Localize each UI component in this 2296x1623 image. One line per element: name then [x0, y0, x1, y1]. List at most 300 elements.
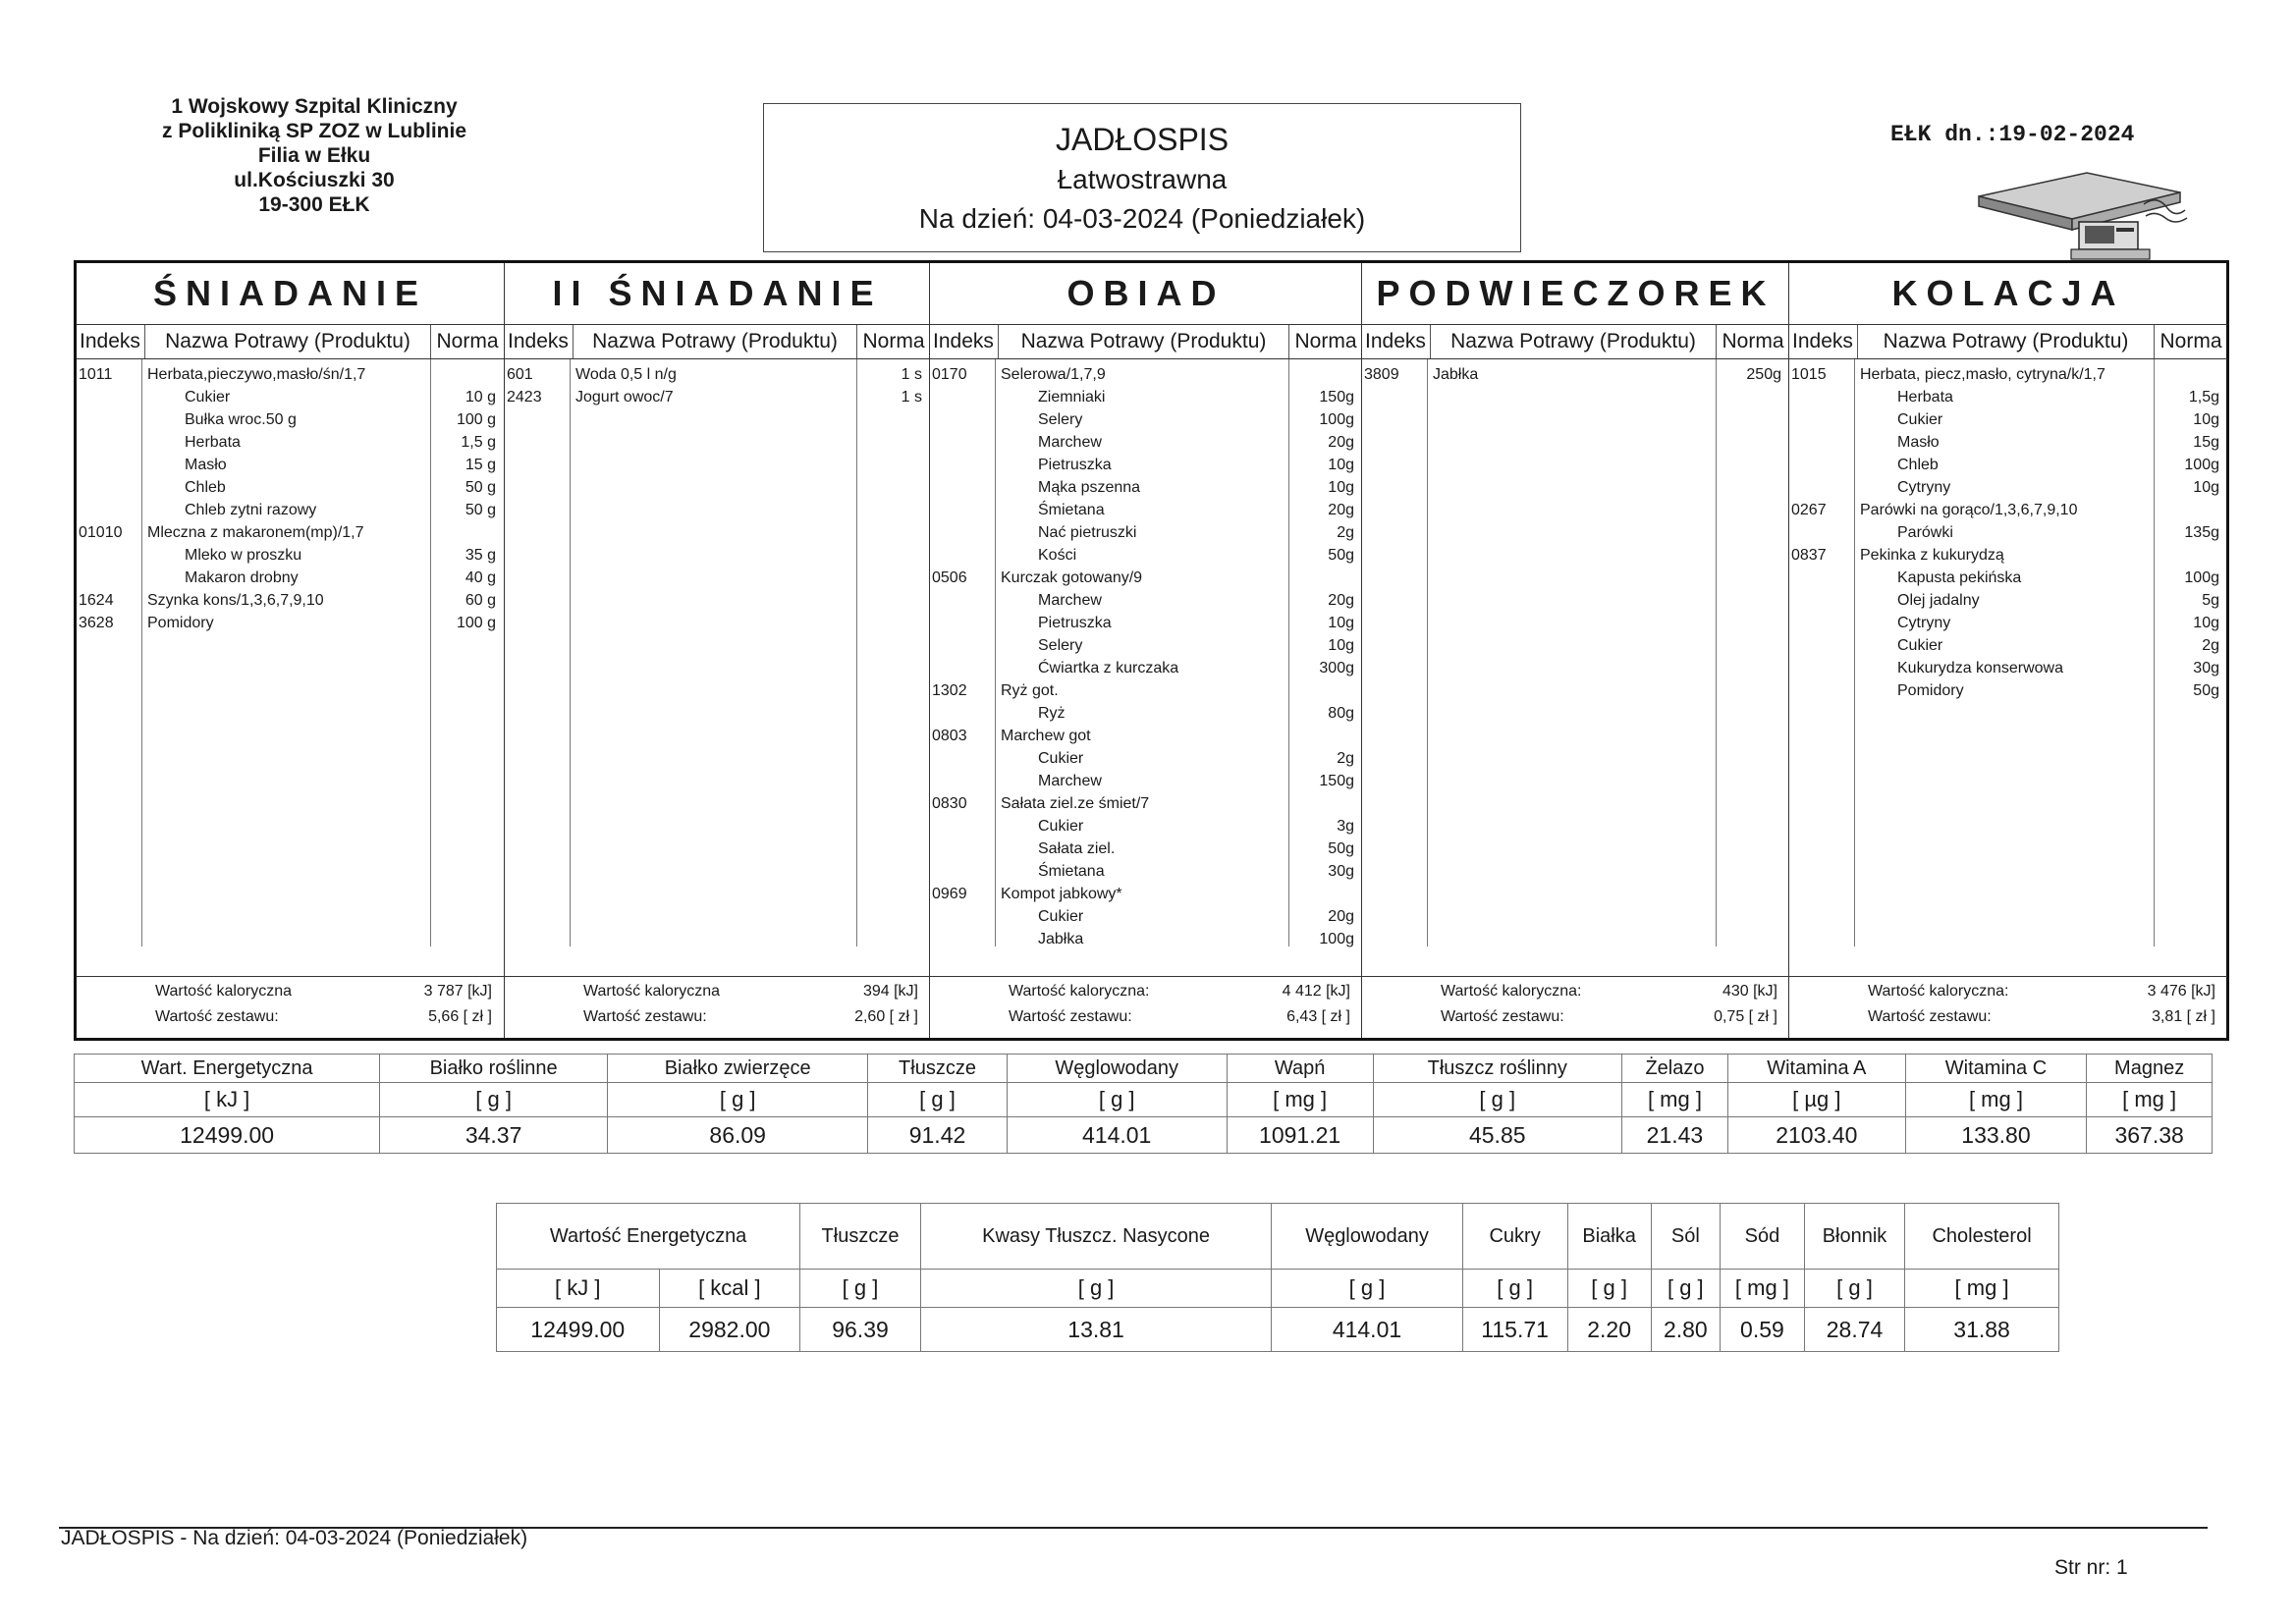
kcal-label: Wartość kaloryczna: [1868, 983, 2009, 1000]
norm-header: Norma [1294, 330, 1357, 352]
dish-row [505, 386, 930, 409]
row-norm: 15g [2193, 434, 2219, 451]
ingredient-row [930, 386, 1362, 409]
nutrition-header-row [497, 1204, 2059, 1270]
dish-row [77, 589, 504, 613]
row-norm: 50g [2193, 682, 2219, 699]
row-name: Kapusta pekińska [1897, 569, 2022, 586]
name-header: Nazwa Potrawy (Produktu) [1431, 325, 1717, 358]
row-name: Ryż [1038, 705, 1066, 722]
row-name: Marchew [1038, 592, 1102, 609]
ingredient-row [930, 860, 1362, 884]
institution-line-4: ul.Kościuszki 30 [234, 169, 395, 191]
dish-row [930, 363, 1362, 387]
kcal-label: Wartość kaloryczna [155, 983, 292, 1000]
row-name: Herbata,pieczywo,masło/śn/1,7 [147, 366, 366, 383]
row-norm: 15 g [465, 457, 496, 473]
row-name: Kości [1038, 547, 1077, 564]
ingredient-row [77, 499, 504, 522]
nutrient-unit: [ g ] [1373, 1083, 1621, 1117]
column-header-row [77, 325, 504, 359]
nutrition-summary-table [74, 1054, 2213, 1154]
name-header: Nazwa Potrawy (Produktu) [1858, 325, 2155, 358]
nutrient-unit: [ g ] [380, 1083, 608, 1117]
nutrition-value-row [497, 1308, 2059, 1352]
nutrient-header: Kwasy Tłuszcz. Nasycone [920, 1204, 1272, 1270]
dish-row [1789, 499, 2227, 522]
ingredient-row [930, 634, 1362, 658]
ingredient-row [1789, 386, 2227, 409]
row-name: Pietruszka [1038, 457, 1112, 473]
row-name: Jabłka [1038, 931, 1084, 947]
row-norm: 50 g [465, 502, 496, 518]
cost-value: 5,66 [ zł ] [428, 1008, 492, 1025]
ingredient-row [1789, 589, 2227, 613]
norm-header: Norma [436, 330, 499, 352]
cost-value: 0,75 [ zł ] [1714, 1008, 1777, 1025]
index-header: Indeks [930, 325, 999, 358]
dish-row [77, 521, 504, 545]
meal-rows [1789, 359, 2227, 947]
ingredient-row [930, 612, 1362, 635]
nutrient-header: Magnez [2087, 1055, 2213, 1083]
row-norm: 100g [1319, 931, 1354, 947]
diet-name: Łatwostrawna [1057, 164, 1228, 194]
nutrient-header: Wart. Energetyczna [75, 1055, 380, 1083]
row-index: 3628 [79, 615, 114, 631]
page-number: Str nr: 1 [2054, 1556, 2128, 1579]
nutrient-value: 96.39 [800, 1308, 921, 1352]
nutrient-value: 34.37 [380, 1117, 608, 1154]
row-norm: 150g [1319, 389, 1354, 406]
ingredient-row [930, 770, 1362, 793]
nutrient-unit: [ g ] [1651, 1270, 1720, 1308]
row-norm: 20g [1328, 502, 1354, 518]
ingredient-row [930, 521, 1362, 545]
row-norm: 1 s [901, 389, 922, 406]
nutrient-header: Witamina A [1727, 1055, 1905, 1083]
meal-table [74, 260, 2229, 1041]
row-name: Szynka kons/1,3,6,7,9,10 [147, 592, 324, 609]
nutrient-value: 28.74 [1804, 1308, 1904, 1352]
ingredient-row [1789, 408, 2227, 432]
row-name: Pietruszka [1038, 615, 1112, 631]
row-index: 1302 [932, 682, 967, 699]
row-norm: 300g [1319, 660, 1354, 676]
row-name: Marchew got [1001, 728, 1091, 744]
row-norm: 20g [1328, 434, 1354, 451]
nutrient-unit: [ mg ] [1720, 1270, 1804, 1308]
nutrient-value: 21.43 [1621, 1117, 1727, 1154]
row-index: 0830 [932, 795, 967, 812]
meal-summary [1362, 976, 1789, 1038]
dish-row [930, 725, 1362, 748]
nutrient-value: 12499.00 [75, 1117, 380, 1154]
row-name: Selery [1038, 411, 1083, 428]
meal-summary [930, 976, 1362, 1038]
nutrient-value: 2.80 [1651, 1308, 1720, 1352]
row-norm: 50g [1328, 840, 1354, 857]
row-name: Kurczak gotowany/9 [1001, 569, 1143, 586]
nutrient-value: 91.42 [868, 1117, 1007, 1154]
ingredient-row [1789, 657, 2227, 680]
index-header: Indeks [1789, 325, 1858, 358]
row-norm: 10g [1328, 479, 1354, 496]
computer-book-icon [1969, 165, 2195, 263]
cost-value: 6,43 [ zł ] [1286, 1008, 1350, 1025]
meal-rows [505, 359, 930, 947]
title-box [763, 103, 1521, 252]
row-norm: 2g [2202, 637, 2219, 654]
row-name: Mleko w proszku [185, 547, 302, 564]
row-name: Olej jadalny [1897, 592, 1980, 609]
ingredient-row [1789, 567, 2227, 590]
row-norm: 40 g [465, 569, 496, 586]
row-name: Pekinka z kukurydzą [1860, 547, 2004, 564]
meal-column-ii-sniadanie [504, 263, 930, 1038]
row-name: Marchew [1038, 434, 1102, 451]
meal-rows [1362, 359, 1789, 947]
nutrition-unit-row [497, 1270, 2059, 1308]
kcal-value: 3 787 [kJ] [423, 983, 492, 1000]
dish-row [930, 679, 1362, 703]
index-header: Indeks [505, 325, 574, 358]
row-name: Parówki [1897, 524, 1953, 541]
row-name: Pomidory [147, 615, 214, 631]
ingredient-row [930, 589, 1362, 613]
row-norm: 1,5 g [461, 434, 496, 451]
nutrient-unit: [ µg ] [1727, 1083, 1905, 1117]
nutrient-unit: [ g ] [1272, 1270, 1462, 1308]
ingredient-row [930, 905, 1362, 929]
ingredient-row [930, 408, 1362, 432]
row-name: Jogurt owoc/7 [575, 389, 674, 406]
norm-header: Norma [2159, 330, 2222, 352]
nutrient-header: Wapń [1227, 1055, 1373, 1083]
row-norm: 250g [1746, 366, 1781, 383]
row-name: Chleb [185, 479, 226, 496]
nutrient-value: 367.38 [2087, 1117, 2213, 1154]
row-norm: 100 g [456, 615, 496, 631]
ingredient-row [1789, 679, 2227, 703]
row-index: 0267 [1791, 502, 1827, 518]
nutrient-value: 12499.00 [497, 1308, 660, 1352]
row-norm: 10g [1328, 457, 1354, 473]
index-header: Indeks [77, 325, 145, 358]
nutrition-value-row [75, 1117, 2213, 1154]
ingredient-row [930, 702, 1362, 726]
ingredient-row [77, 408, 504, 432]
cost-label: Wartość zestawu: [1009, 1008, 1132, 1025]
meal-summary [1789, 976, 2227, 1038]
ingredient-row [930, 928, 1362, 951]
name-header: Nazwa Potrawy (Produktu) [999, 325, 1289, 358]
row-name: Herbata [185, 434, 241, 451]
row-name: Cukier [1038, 750, 1084, 767]
ingredient-row [1789, 612, 2227, 635]
row-name: Cukier [1897, 637, 1943, 654]
dish-row [1789, 363, 2227, 387]
row-name: Chleb zytni razowy [185, 502, 317, 518]
dish-row [77, 612, 504, 635]
nutrient-unit: [ mg ] [1905, 1270, 2059, 1308]
norm-header: Norma [1722, 330, 1784, 352]
ingredient-row [77, 386, 504, 409]
nutrient-value: 414.01 [1007, 1117, 1227, 1154]
row-name: Cukier [1038, 908, 1084, 925]
ingredient-row [930, 838, 1362, 861]
ingredient-row [1789, 634, 2227, 658]
nutrient-header: Białka [1567, 1204, 1651, 1270]
meal-column-obiad [929, 263, 1362, 1038]
row-name: Marchew [1038, 773, 1102, 789]
ingredient-row [1789, 521, 2227, 545]
row-norm: 100g [1319, 411, 1354, 428]
row-name: Masło [1897, 434, 1940, 451]
row-name: Jabłka [1433, 366, 1479, 383]
nutrient-value: 2.20 [1567, 1308, 1651, 1352]
meal-column-sniadanie [77, 263, 504, 1038]
nutrient-value: 86.09 [608, 1117, 868, 1154]
nutrient-header: Błonnik [1804, 1204, 1904, 1270]
nutrient-header: Witamina C [1905, 1055, 2087, 1083]
document-title: JADŁOSPIS [1055, 122, 1230, 157]
row-norm: 30g [1328, 863, 1354, 880]
nutrient-unit: [ kJ ] [75, 1083, 380, 1117]
nutrient-unit: [ g ] [868, 1083, 1007, 1117]
dish-row [1789, 544, 2227, 568]
row-norm: 2g [1337, 524, 1354, 541]
meal-summary [77, 976, 504, 1038]
cost-label: Wartość zestawu: [155, 1008, 279, 1025]
footer-text: JADŁOSPIS - Na dzień: 04-03-2024 (Poniedziałek) [61, 1527, 528, 1549]
ingredient-row [930, 499, 1362, 522]
row-norm: 80g [1328, 705, 1354, 722]
nutrient-unit: [ g ] [1007, 1083, 1227, 1117]
nutrient-header: Żelazo [1621, 1055, 1727, 1083]
row-name: Cukier [1038, 818, 1084, 835]
kcal-value: 3 476 [kJ] [2147, 983, 2215, 1000]
issue-date: EŁK dn.:19-02-2024 [1890, 122, 2135, 147]
cost-label: Wartość zestawu: [583, 1008, 707, 1025]
row-norm: 10 g [465, 389, 496, 406]
row-norm: 135g [2184, 524, 2219, 541]
row-name: Kompot jabkowy* [1001, 886, 1122, 902]
nutrient-value: 13.81 [920, 1308, 1272, 1352]
row-index: 0506 [932, 569, 967, 586]
row-name: Ćwiartka z kurczaka [1038, 660, 1179, 676]
nutrient-value: 133.80 [1905, 1117, 2087, 1154]
nutrient-header: Cholesterol [1905, 1204, 2059, 1270]
row-name: Pomidory [1897, 682, 1964, 699]
row-norm: 60 g [465, 592, 496, 609]
kcal-value: 4 412 [kJ] [1282, 983, 1350, 1000]
institution-line-2: z Polikliniką SP ZOZ w Lublinie [162, 120, 466, 142]
row-name: Sałata ziel. [1038, 840, 1116, 857]
row-index: 0170 [932, 366, 967, 383]
nutrient-unit: [ mg ] [2087, 1083, 2213, 1117]
ingredient-row [930, 747, 1362, 771]
row-name: Ziemniaki [1038, 389, 1106, 406]
institution-block [118, 94, 511, 217]
nutrient-unit: [ g ] [608, 1083, 868, 1117]
index-header: Indeks [1362, 325, 1431, 358]
nutrient-header: Cukry [1462, 1204, 1567, 1270]
row-norm: 100 g [456, 411, 496, 428]
row-index: 1011 [79, 366, 113, 383]
kcal-label: Wartość kaloryczna: [1009, 983, 1150, 1000]
row-norm: 30g [2193, 660, 2219, 676]
row-name: Śmietana [1038, 502, 1105, 518]
cost-value: 2,60 [ zł ] [854, 1008, 918, 1025]
row-norm: 20g [1328, 592, 1354, 609]
row-name: Cytryny [1897, 615, 1951, 631]
row-name: Selerowa/1,7,9 [1001, 366, 1106, 383]
norm-header: Norma [862, 330, 925, 352]
nutrient-value: 45.85 [1373, 1117, 1621, 1154]
ingredient-row [77, 544, 504, 568]
row-index: 01010 [79, 524, 123, 541]
row-name: Kukurydza konserwowa [1897, 660, 2063, 676]
name-header: Nazwa Potrawy (Produktu) [574, 325, 857, 358]
nutrient-value: 2103.40 [1727, 1117, 1905, 1154]
row-name: Nać pietruszki [1038, 524, 1137, 541]
row-name: Herbata, piecz,masło, cytryna/k/1,7 [1860, 366, 2105, 383]
nutrient-value: 115.71 [1462, 1308, 1567, 1352]
ingredient-row [930, 657, 1362, 680]
meal-column-kolacja [1788, 263, 2227, 1038]
row-index: 0969 [932, 886, 967, 902]
meal-title: KOLACJA [1789, 263, 2227, 325]
row-norm: 10g [2193, 479, 2219, 496]
column-header-row [1362, 325, 1789, 359]
nutrient-unit: [ g ] [920, 1270, 1272, 1308]
row-name: Makaron drobny [185, 569, 299, 586]
meal-title: II ŚNIADANIE [505, 263, 930, 325]
nutrient-unit: [ g ] [1462, 1270, 1567, 1308]
meal-rows [930, 359, 1362, 947]
row-name: Sałata ziel.ze śmiet/7 [1001, 795, 1150, 812]
row-name: Śmietana [1038, 863, 1105, 880]
meal-title: OBIAD [930, 263, 1362, 325]
row-name: Parówki na gorąco/1,3,6,7,9,10 [1860, 502, 2078, 518]
dish-row [930, 792, 1362, 816]
nutrient-unit: [ g ] [800, 1270, 921, 1308]
kcal-label: Wartość kaloryczna: [1441, 983, 1582, 1000]
row-index: 0837 [1791, 547, 1827, 564]
nutrient-value: 0.59 [1720, 1308, 1804, 1352]
row-name: Woda 0,5 l n/g [575, 366, 677, 383]
row-norm: 100g [2184, 457, 2219, 473]
nutrient-value: 414.01 [1272, 1308, 1462, 1352]
row-norm: 10g [1328, 615, 1354, 631]
kcal-value: 430 [kJ] [1722, 983, 1777, 1000]
ingredient-row [930, 815, 1362, 839]
row-index: 2423 [507, 389, 542, 406]
column-header-row [930, 325, 1362, 359]
row-index: 3809 [1364, 366, 1399, 383]
dish-row [1362, 363, 1789, 387]
nutrient-header: Tłuszcze [868, 1055, 1007, 1083]
dish-row [930, 567, 1362, 590]
column-header-row [505, 325, 930, 359]
nutrient-unit: [ kJ ] [497, 1270, 660, 1308]
nutrient-header: Węglowodany [1007, 1055, 1227, 1083]
ingredient-row [1789, 431, 2227, 455]
cost-value: 3,81 [ zł ] [2152, 1008, 2215, 1025]
ingredient-row [930, 431, 1362, 455]
row-name: Cytryny [1897, 479, 1951, 496]
nutrient-unit: [ mg ] [1621, 1083, 1727, 1117]
nutrient-unit: [ kcal ] [659, 1270, 800, 1308]
dish-row [930, 883, 1362, 906]
nutrient-unit: [ mg ] [1227, 1083, 1373, 1117]
meal-summary [505, 976, 930, 1038]
nutrient-value: 31.88 [1905, 1308, 2059, 1352]
institution-line-5: 19-300 EŁK [258, 193, 370, 216]
row-norm: 20g [1328, 908, 1354, 925]
ingredient-row [930, 454, 1362, 477]
row-name: Masło [185, 457, 227, 473]
row-index: 1015 [1791, 366, 1827, 383]
menu-date: Na dzień: 04-03-2024 (Poniedziałek) [918, 203, 1366, 234]
ingredient-row [77, 567, 504, 590]
kcal-value: 394 [kJ] [862, 983, 918, 1000]
row-norm: 1,5g [2188, 389, 2219, 406]
nutrient-unit: [ g ] [1804, 1270, 1904, 1308]
ingredient-row [930, 544, 1362, 568]
row-name: Selery [1038, 637, 1083, 654]
ingredient-row [1789, 454, 2227, 477]
cost-label: Wartość zestawu: [1441, 1008, 1564, 1025]
nutrient-header: Białko roślinne [380, 1055, 608, 1083]
nutrient-header: Tłuszcz roślinny [1373, 1055, 1621, 1083]
dish-row [505, 363, 930, 387]
nutrient-header: Sól [1651, 1204, 1720, 1270]
dish-row [77, 363, 504, 387]
row-norm: 10g [1328, 637, 1354, 654]
row-name: Mąka pszenna [1038, 479, 1141, 496]
cost-label: Wartość zestawu: [1868, 1008, 1992, 1025]
nutrition-label-table [496, 1203, 2059, 1352]
row-norm: 50 g [465, 479, 496, 496]
row-name: Mleczna z makaronem(mp)/1,7 [147, 524, 364, 541]
row-index: 601 [507, 366, 533, 383]
row-norm: 3g [1337, 818, 1354, 835]
row-name: Cukier [1897, 411, 1943, 428]
meal-title: PODWIECZOREK [1362, 263, 1789, 325]
nutrient-unit: [ mg ] [1905, 1083, 2087, 1117]
row-index: 1624 [79, 592, 114, 609]
row-norm: 5g [2202, 592, 2219, 609]
ingredient-row [77, 431, 504, 455]
nutrition-unit-row [75, 1083, 2213, 1117]
institution-line-3: Filia w Ełku [257, 144, 371, 167]
nutrition-header-row [75, 1055, 2213, 1083]
institution-line-1: 1 Wojskowy Szpital Kliniczny [171, 95, 458, 118]
nutrient-header: Sód [1720, 1204, 1804, 1270]
nutrient-header: Węglowodany [1272, 1204, 1462, 1270]
nutrient-header: Tłuszcze [800, 1204, 921, 1270]
meal-rows [77, 359, 504, 947]
ingredient-row [77, 454, 504, 477]
row-norm: 50g [1328, 547, 1354, 564]
energy-header: Wartość Energetyczna [497, 1204, 800, 1270]
nutrient-value: 1091.21 [1227, 1117, 1373, 1154]
row-name: Ryż got. [1001, 682, 1059, 699]
ingredient-row [77, 476, 504, 500]
column-header-row [1789, 325, 2227, 359]
